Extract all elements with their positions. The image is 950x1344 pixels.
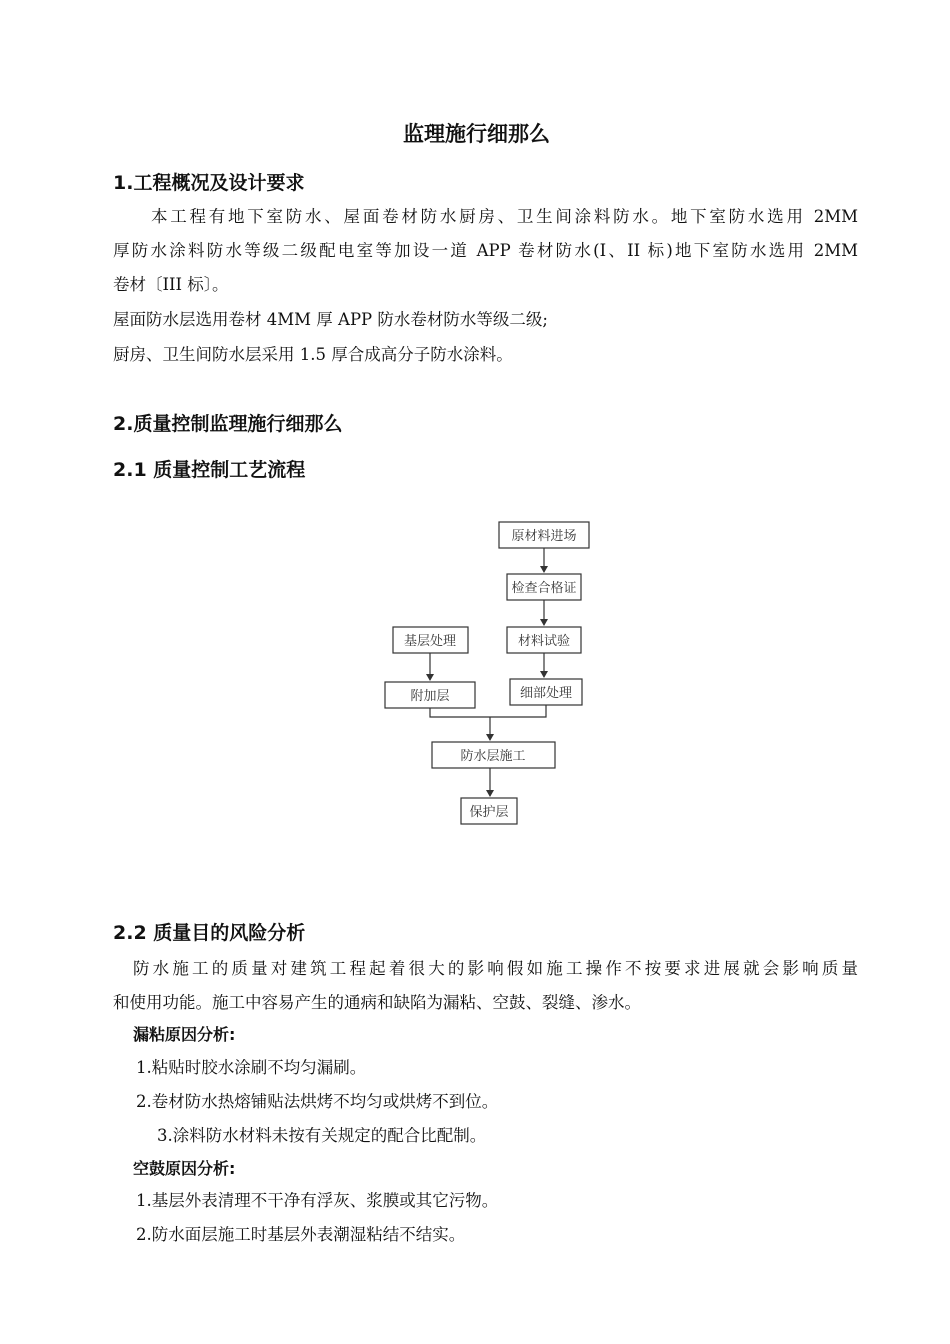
list-item: 2.卷材防水热熔铺贴法烘烤不均匀或烘烤不到位。: [136, 1092, 499, 1111]
paragraph-line: 卷材〔III 标〕。: [113, 275, 229, 294]
section-2-2-heading: 2.2 质量目的风险分析: [113, 922, 306, 944]
hollow-analysis-title: 空鼓原因分析:: [133, 1159, 236, 1178]
section-2-heading: 2.质量控制监理施行细那么: [113, 413, 343, 435]
paragraph-line: 本工程有地下室防水、屋面卷材防水厨房、卫生间涂料防水。地下室防水选用 2MM: [151, 207, 858, 226]
paragraph-line: 厨房、卫生间防水层采用 1.5 厚合成高分子防水涂料。: [113, 345, 513, 364]
list-item: 2.防水面层施工时基层外表潮湿粘结不结实。: [136, 1225, 466, 1244]
list-item: 1.基层外表清理不干净有浮灰、浆膜或其它污物。: [136, 1191, 499, 1210]
section-2-1-heading: 2.1 质量控制工艺流程: [113, 459, 306, 481]
page-title: 监理施行细那么: [403, 122, 550, 146]
flow-label-extra: 附加层: [410, 689, 450, 704]
paragraph-line: 厚防水涂料防水等级二级配电室等加设一道 APP 卷材防水(I、II 标)地下室防水选用 2MM: [113, 241, 858, 260]
paragraph-line: 和使用功能。施工中容易产生的通病和缺陷为漏粘、空鼓、裂缝、渗水。: [113, 993, 641, 1012]
paragraph-line: 屋面防水层选用卷材 4MM 厚 APP 防水卷材防水等级二级;: [113, 310, 548, 329]
flow-label-raw: 原材料进场: [511, 529, 577, 544]
flow-label-protect: 保护层: [469, 805, 509, 820]
flow-label-base: 基层处理: [403, 634, 457, 649]
flow-label-test: 材料试验: [517, 634, 571, 649]
list-item: 3.涂料防水材料未按有关规定的配合比配制。: [157, 1126, 487, 1145]
paragraph-line: 防水施工的质量对建筑工程起着很大的影响假如施工操作不按要求进展就会影响质量: [133, 959, 858, 978]
flow-label-layer: 防水层施工: [460, 749, 526, 764]
flow-label-detail: 细部处理: [519, 686, 573, 701]
leak-analysis-title: 漏粘原因分析:: [133, 1025, 236, 1044]
list-item: 1.粘贴时胶水涂刷不均匀漏刷。: [136, 1058, 367, 1077]
section-1-heading: 1.工程概况及设计要求: [113, 172, 305, 194]
flow-label-check: 检查合格证: [511, 581, 577, 596]
